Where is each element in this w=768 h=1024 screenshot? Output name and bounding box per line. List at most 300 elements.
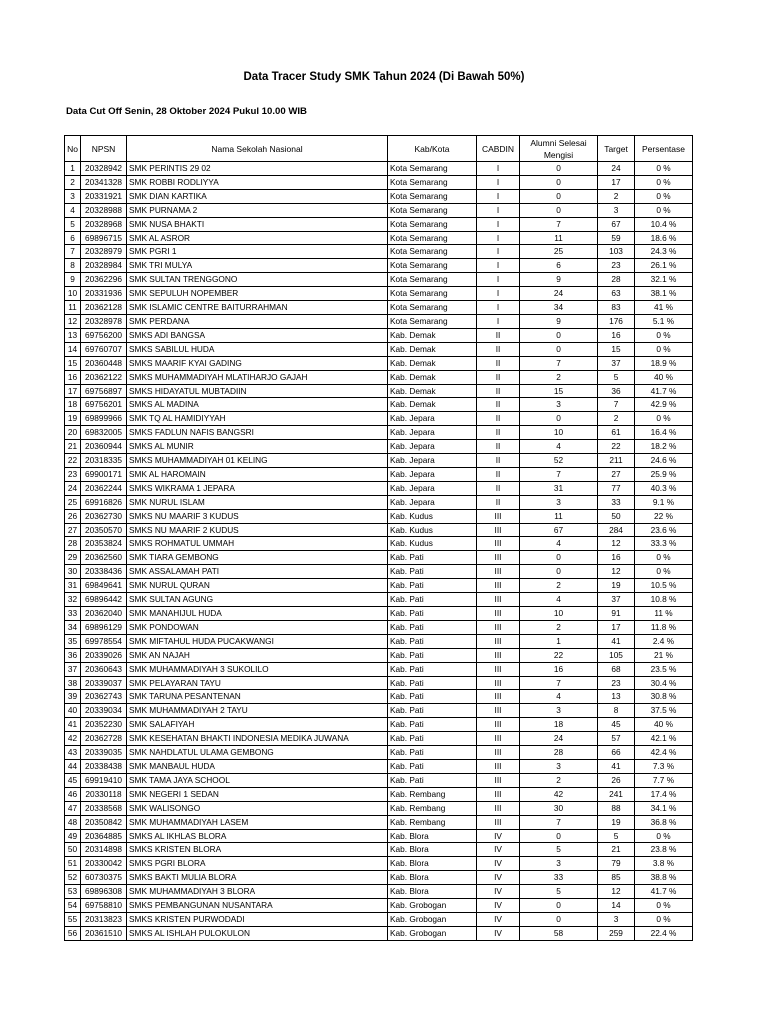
school-name-cell: SMKS HIDAYATUL MUBTADIIN	[127, 384, 388, 398]
school-name-cell: SMKS ROHMATUL UMMAH	[127, 537, 388, 551]
table-row	[65, 328, 693, 342]
target-cell: 3	[598, 912, 635, 926]
persentase-cell: 18.9 %	[635, 356, 693, 370]
target-cell: 103	[598, 245, 635, 259]
cabdin-cell: I	[477, 162, 520, 176]
kab-kota-cell: Kota Semarang	[388, 259, 477, 273]
alumni-count-cell: 24	[520, 287, 598, 301]
row-no-cell: 12	[65, 314, 81, 328]
school-name-cell: SMK TAMA JAYA SCHOOL	[127, 773, 388, 787]
cabdin-cell: IV	[477, 885, 520, 899]
npsn-cell: 20328988	[81, 203, 127, 217]
row-no-cell: 48	[65, 815, 81, 829]
row-no-cell: 41	[65, 718, 81, 732]
table-row	[65, 829, 693, 843]
school-name-cell: SMK SALAFIYAH	[127, 718, 388, 732]
school-name-cell: SMK DIAN KARTIKA	[127, 189, 388, 203]
kab-kota-cell: Kab. Blora	[388, 885, 477, 899]
table-body	[65, 162, 693, 941]
row-no-cell: 46	[65, 787, 81, 801]
school-name-cell: SMKS SABILUL HUDA	[127, 342, 388, 356]
kab-kota-cell: Kota Semarang	[388, 217, 477, 231]
target-cell: 5	[598, 829, 635, 843]
table-row	[65, 899, 693, 913]
target-cell: 37	[598, 356, 635, 370]
table-row	[65, 245, 693, 259]
table-row	[65, 885, 693, 899]
cabdin-cell: III	[477, 565, 520, 579]
school-name-cell: SMKS KRISTEN BLORA	[127, 843, 388, 857]
target-cell: 13	[598, 690, 635, 704]
table-row	[65, 454, 693, 468]
persentase-cell: 2.4 %	[635, 634, 693, 648]
alumni-count-cell: 0	[520, 412, 598, 426]
persentase-cell: 0 %	[635, 551, 693, 565]
table-row	[65, 440, 693, 454]
cabdin-cell: III	[477, 801, 520, 815]
npsn-cell: 69919410	[81, 773, 127, 787]
cabdin-cell: III	[477, 620, 520, 634]
school-name-cell: SMKS PGRI BLORA	[127, 857, 388, 871]
npsn-cell: 69758810	[81, 899, 127, 913]
target-cell: 19	[598, 579, 635, 593]
persentase-cell: 37.5 %	[635, 704, 693, 718]
persentase-cell: 0 %	[635, 162, 693, 176]
school-name-cell: SMK ISLAMIC CENTRE BAITURRAHMAN	[127, 301, 388, 315]
alumni-count-cell: 7	[520, 467, 598, 481]
table-row	[65, 787, 693, 801]
persentase-cell: 38.8 %	[635, 871, 693, 885]
alumni-count-cell: 2	[520, 370, 598, 384]
persentase-cell: 9.1 %	[635, 495, 693, 509]
kab-kota-cell: Kab. Grobogan	[388, 926, 477, 940]
persentase-cell: 40 %	[635, 370, 693, 384]
kab-kota-cell: Kab. Demak	[388, 342, 477, 356]
persentase-cell: 38.1 %	[635, 287, 693, 301]
npsn-cell: 20328979	[81, 245, 127, 259]
cabdin-cell: II	[477, 481, 520, 495]
alumni-count-cell: 24	[520, 732, 598, 746]
persentase-cell: 7.7 %	[635, 773, 693, 787]
row-no-cell: 25	[65, 495, 81, 509]
cabdin-cell: III	[477, 815, 520, 829]
school-name-cell: SMKS WIKRAMA 1 JEPARA	[127, 481, 388, 495]
npsn-cell: 20362728	[81, 732, 127, 746]
alumni-count-cell: 58	[520, 926, 598, 940]
cabdin-cell: III	[477, 690, 520, 704]
table-row	[65, 370, 693, 384]
target-cell: 8	[598, 704, 635, 718]
alumni-count-cell: 0	[520, 175, 598, 189]
alumni-count-cell: 25	[520, 245, 598, 259]
persentase-cell: 0 %	[635, 912, 693, 926]
school-name-cell: SMK SULTAN AGUNG	[127, 593, 388, 607]
kab-kota-cell: Kab. Kudus	[388, 523, 477, 537]
alumni-count-cell: 30	[520, 801, 598, 815]
persentase-cell: 41 %	[635, 301, 693, 315]
alumni-count-cell: 2	[520, 620, 598, 634]
cabdin-cell: IV	[477, 926, 520, 940]
persentase-cell: 0 %	[635, 328, 693, 342]
cabdin-cell: II	[477, 412, 520, 426]
kab-kota-cell: Kota Semarang	[388, 287, 477, 301]
kab-kota-cell: Kab. Pati	[388, 634, 477, 648]
table-row	[65, 162, 693, 176]
row-no-cell: 50	[65, 843, 81, 857]
table-row	[65, 648, 693, 662]
kab-kota-cell: Kab. Rembang	[388, 801, 477, 815]
npsn-cell: 69849641	[81, 579, 127, 593]
kab-kota-cell: Kab. Pati	[388, 676, 477, 690]
kab-kota-cell: Kab. Jepara	[388, 495, 477, 509]
table-row	[65, 481, 693, 495]
school-name-cell: SMK PGRI 1	[127, 245, 388, 259]
persentase-cell: 42.4 %	[635, 746, 693, 760]
persentase-cell: 11.8 %	[635, 620, 693, 634]
target-cell: 16	[598, 328, 635, 342]
row-no-cell: 26	[65, 509, 81, 523]
persentase-cell: 42.1 %	[635, 732, 693, 746]
cabdin-cell: I	[477, 287, 520, 301]
table-row	[65, 815, 693, 829]
school-name-cell: SMK MANAHIJUL HUDA	[127, 607, 388, 621]
row-no-cell: 3	[65, 189, 81, 203]
cabdin-cell: III	[477, 773, 520, 787]
target-cell: 7	[598, 398, 635, 412]
cabdin-cell: II	[477, 398, 520, 412]
alumni-count-cell: 2	[520, 773, 598, 787]
persentase-cell: 22 %	[635, 509, 693, 523]
table-row	[65, 203, 693, 217]
row-no-cell: 23	[65, 467, 81, 481]
table-row	[65, 857, 693, 871]
target-cell: 41	[598, 759, 635, 773]
npsn-cell: 20360448	[81, 356, 127, 370]
persentase-cell: 0 %	[635, 342, 693, 356]
alumni-count-cell: 11	[520, 509, 598, 523]
row-no-cell: 28	[65, 537, 81, 551]
target-cell: 91	[598, 607, 635, 621]
row-no-cell: 33	[65, 607, 81, 621]
row-no-cell: 31	[65, 579, 81, 593]
persentase-cell: 24.6 %	[635, 454, 693, 468]
school-name-cell: SMK NEGERI 1 SEDAN	[127, 787, 388, 801]
target-cell: 21	[598, 843, 635, 857]
col-header-persentase: Persentase	[635, 136, 693, 162]
row-no-cell: 21	[65, 440, 81, 454]
target-cell: 28	[598, 273, 635, 287]
row-no-cell: 16	[65, 370, 81, 384]
alumni-count-cell: 7	[520, 815, 598, 829]
persentase-cell: 32.1 %	[635, 273, 693, 287]
school-name-cell: SMK MUHAMMADIYAH LASEM	[127, 815, 388, 829]
school-name-cell: SMKS MAARIF KYAI GADING	[127, 356, 388, 370]
row-no-cell: 5	[65, 217, 81, 231]
npsn-cell: 20338438	[81, 759, 127, 773]
table-row	[65, 259, 693, 273]
persentase-cell: 24.3 %	[635, 245, 693, 259]
school-name-cell: SMKS AL MUNIR	[127, 440, 388, 454]
kab-kota-cell: Kab. Demak	[388, 328, 477, 342]
persentase-cell: 33.3 %	[635, 537, 693, 551]
alumni-count-cell: 2	[520, 579, 598, 593]
cabdin-cell: III	[477, 509, 520, 523]
npsn-cell: 20362743	[81, 690, 127, 704]
persentase-cell: 21 %	[635, 648, 693, 662]
target-cell: 17	[598, 620, 635, 634]
cabdin-cell: II	[477, 342, 520, 356]
npsn-cell: 69756897	[81, 384, 127, 398]
table-row	[65, 620, 693, 634]
npsn-cell: 20339034	[81, 704, 127, 718]
target-cell: 23	[598, 676, 635, 690]
table-row	[65, 704, 693, 718]
npsn-cell: 20362296	[81, 273, 127, 287]
kab-kota-cell: Kab. Pati	[388, 607, 477, 621]
school-name-cell: SMKS AL MADINA	[127, 398, 388, 412]
persentase-cell: 36.8 %	[635, 815, 693, 829]
table-row	[65, 217, 693, 231]
npsn-cell: 20318335	[81, 454, 127, 468]
cabdin-cell: III	[477, 607, 520, 621]
row-no-cell: 20	[65, 426, 81, 440]
alumni-count-cell: 10	[520, 607, 598, 621]
alumni-count-cell: 0	[520, 189, 598, 203]
npsn-cell: 69916826	[81, 495, 127, 509]
kab-kota-cell: Kab. Rembang	[388, 815, 477, 829]
persentase-cell: 23.8 %	[635, 843, 693, 857]
target-cell: 17	[598, 175, 635, 189]
persentase-cell: 23.5 %	[635, 662, 693, 676]
kab-kota-cell: Kab. Grobogan	[388, 912, 477, 926]
row-no-cell: 14	[65, 342, 81, 356]
alumni-count-cell: 10	[520, 426, 598, 440]
row-no-cell: 17	[65, 384, 81, 398]
target-cell: 24	[598, 162, 635, 176]
persentase-cell: 0 %	[635, 829, 693, 843]
school-name-cell: SMKS PEMBANGUNAN NUSANTARA	[127, 899, 388, 913]
row-no-cell: 24	[65, 481, 81, 495]
target-cell: 241	[598, 787, 635, 801]
persentase-cell: 41.7 %	[635, 384, 693, 398]
npsn-cell: 20360944	[81, 440, 127, 454]
npsn-cell: 20350570	[81, 523, 127, 537]
alumni-count-cell: 3	[520, 704, 598, 718]
target-cell: 33	[598, 495, 635, 509]
cabdin-cell: III	[477, 537, 520, 551]
persentase-cell: 30.8 %	[635, 690, 693, 704]
target-cell: 67	[598, 217, 635, 231]
persentase-cell: 10.8 %	[635, 593, 693, 607]
alumni-count-cell: 0	[520, 551, 598, 565]
target-cell: 50	[598, 509, 635, 523]
alumni-count-cell: 28	[520, 746, 598, 760]
table-row	[65, 676, 693, 690]
cabdin-cell: II	[477, 328, 520, 342]
npsn-cell: 69832005	[81, 426, 127, 440]
cabdin-cell: I	[477, 245, 520, 259]
school-name-cell: SMK TARUNA PESANTENAN	[127, 690, 388, 704]
row-no-cell: 38	[65, 676, 81, 690]
npsn-cell: 20330042	[81, 857, 127, 871]
kab-kota-cell: Kab. Pati	[388, 662, 477, 676]
table-row	[65, 342, 693, 356]
target-cell: 85	[598, 871, 635, 885]
table-row	[65, 607, 693, 621]
row-no-cell: 10	[65, 287, 81, 301]
school-name-cell: SMKS NU MAARIF 2 KUDUS	[127, 523, 388, 537]
persentase-cell: 23.6 %	[635, 523, 693, 537]
target-cell: 79	[598, 857, 635, 871]
row-no-cell: 36	[65, 648, 81, 662]
npsn-cell: 69896308	[81, 885, 127, 899]
cabdin-cell: I	[477, 231, 520, 245]
school-name-cell: SMKS AL IKHLAS BLORA	[127, 829, 388, 843]
col-header-target: Target	[598, 136, 635, 162]
school-name-cell: SMKS KRISTEN PURWODADI	[127, 912, 388, 926]
target-cell: 105	[598, 648, 635, 662]
school-name-cell: SMK NUSA BHAKTI	[127, 217, 388, 231]
school-name-cell: SMKS AL ISHLAH PULOKULON	[127, 926, 388, 940]
table-row	[65, 356, 693, 370]
cabdin-cell: II	[477, 426, 520, 440]
kab-kota-cell: Kab. Pati	[388, 579, 477, 593]
cabdin-cell: IV	[477, 843, 520, 857]
school-name-cell: SMK PURNAMA 2	[127, 203, 388, 217]
alumni-count-cell: 42	[520, 787, 598, 801]
target-cell: 63	[598, 287, 635, 301]
npsn-cell: 20362730	[81, 509, 127, 523]
alumni-count-cell: 1	[520, 634, 598, 648]
persentase-cell: 10.5 %	[635, 579, 693, 593]
alumni-count-cell: 4	[520, 593, 598, 607]
table-row	[65, 801, 693, 815]
npsn-cell: 20339026	[81, 648, 127, 662]
col-header-kab-kota: Kab/Kota	[388, 136, 477, 162]
cabdin-cell: II	[477, 356, 520, 370]
persentase-cell: 25.9 %	[635, 467, 693, 481]
npsn-cell: 20328978	[81, 314, 127, 328]
kab-kota-cell: Kab. Blora	[388, 829, 477, 843]
kab-kota-cell: Kota Semarang	[388, 301, 477, 315]
page-title: Data Tracer Study SMK Tahun 2024 (Di Bawah 50%)	[243, 71, 525, 83]
school-name-cell: SMK AN NAJAH	[127, 648, 388, 662]
target-cell: 59	[598, 231, 635, 245]
table-row	[65, 314, 693, 328]
target-cell: 83	[598, 301, 635, 315]
row-no-cell: 2	[65, 175, 81, 189]
school-name-cell: SMKS MUHAMMADIYAH 01 KELING	[127, 454, 388, 468]
row-no-cell: 51	[65, 857, 81, 871]
table-row	[65, 509, 693, 523]
target-cell: 3	[598, 203, 635, 217]
alumni-count-cell: 3	[520, 398, 598, 412]
cabdin-cell: III	[477, 676, 520, 690]
npsn-cell: 69760707	[81, 342, 127, 356]
school-name-cell: SMKS BAKTI MULIA BLORA	[127, 871, 388, 885]
school-name-cell: SMK MIFTAHUL HUDA PUCAKWANGI	[127, 634, 388, 648]
target-cell: 16	[598, 551, 635, 565]
row-no-cell: 39	[65, 690, 81, 704]
kab-kota-cell: Kab. Pati	[388, 759, 477, 773]
school-name-cell: SMK PERINTIS 29 02	[127, 162, 388, 176]
row-no-cell: 47	[65, 801, 81, 815]
kab-kota-cell: Kab. Jepara	[388, 412, 477, 426]
table-row	[65, 634, 693, 648]
kab-kota-cell: Kab. Pati	[388, 718, 477, 732]
cabdin-cell: III	[477, 704, 520, 718]
row-no-cell: 18	[65, 398, 81, 412]
npsn-cell: 20328942	[81, 162, 127, 176]
persentase-cell: 22.4 %	[635, 926, 693, 940]
school-name-cell: SMK PONDOWAN	[127, 620, 388, 634]
npsn-cell: 20331921	[81, 189, 127, 203]
persentase-cell: 42.9 %	[635, 398, 693, 412]
kab-kota-cell: Kab. Jepara	[388, 426, 477, 440]
npsn-cell: 20330118	[81, 787, 127, 801]
col-header-cabdin: CABDIN	[477, 136, 520, 162]
persentase-cell: 17.4 %	[635, 787, 693, 801]
persentase-cell: 18.6 %	[635, 231, 693, 245]
npsn-cell: 69896442	[81, 593, 127, 607]
table-row	[65, 912, 693, 926]
table-row	[65, 593, 693, 607]
persentase-cell: 0 %	[635, 175, 693, 189]
alumni-count-cell: 34	[520, 301, 598, 315]
school-name-cell: SMK SEPULUH NOPEMBER	[127, 287, 388, 301]
kab-kota-cell: Kota Semarang	[388, 314, 477, 328]
kab-kota-cell: Kab. Pati	[388, 732, 477, 746]
alumni-count-cell: 4	[520, 690, 598, 704]
col-header-no: No	[65, 136, 81, 162]
persentase-cell: 3.8 %	[635, 857, 693, 871]
kab-kota-cell: Kab. Pati	[388, 648, 477, 662]
kab-kota-cell: Kab. Pati	[388, 551, 477, 565]
row-no-cell: 15	[65, 356, 81, 370]
npsn-cell: 20338436	[81, 565, 127, 579]
persentase-cell: 0 %	[635, 189, 693, 203]
row-no-cell: 45	[65, 773, 81, 787]
row-no-cell: 54	[65, 899, 81, 913]
target-cell: 12	[598, 885, 635, 899]
alumni-count-cell: 7	[520, 676, 598, 690]
kab-kota-cell: Kab. Blora	[388, 843, 477, 857]
cabdin-cell: II	[477, 384, 520, 398]
cabdin-cell: II	[477, 440, 520, 454]
cabdin-cell: III	[477, 579, 520, 593]
table-header-row	[65, 136, 693, 162]
table-row	[65, 426, 693, 440]
alumni-count-cell: 0	[520, 328, 598, 342]
kab-kota-cell: Kota Semarang	[388, 273, 477, 287]
target-cell: 68	[598, 662, 635, 676]
row-no-cell: 44	[65, 759, 81, 773]
target-cell: 5	[598, 370, 635, 384]
npsn-cell: 20362244	[81, 481, 127, 495]
row-no-cell: 43	[65, 746, 81, 760]
table-row	[65, 843, 693, 857]
target-cell: 41	[598, 634, 635, 648]
kab-kota-cell: Kab. Jepara	[388, 454, 477, 468]
cabdin-cell: III	[477, 593, 520, 607]
npsn-cell: 69756200	[81, 328, 127, 342]
row-no-cell: 40	[65, 704, 81, 718]
kab-kota-cell: Kab. Kudus	[388, 537, 477, 551]
row-no-cell: 37	[65, 662, 81, 676]
target-cell: 19	[598, 815, 635, 829]
npsn-cell: 20328984	[81, 259, 127, 273]
cabdin-cell: III	[477, 551, 520, 565]
